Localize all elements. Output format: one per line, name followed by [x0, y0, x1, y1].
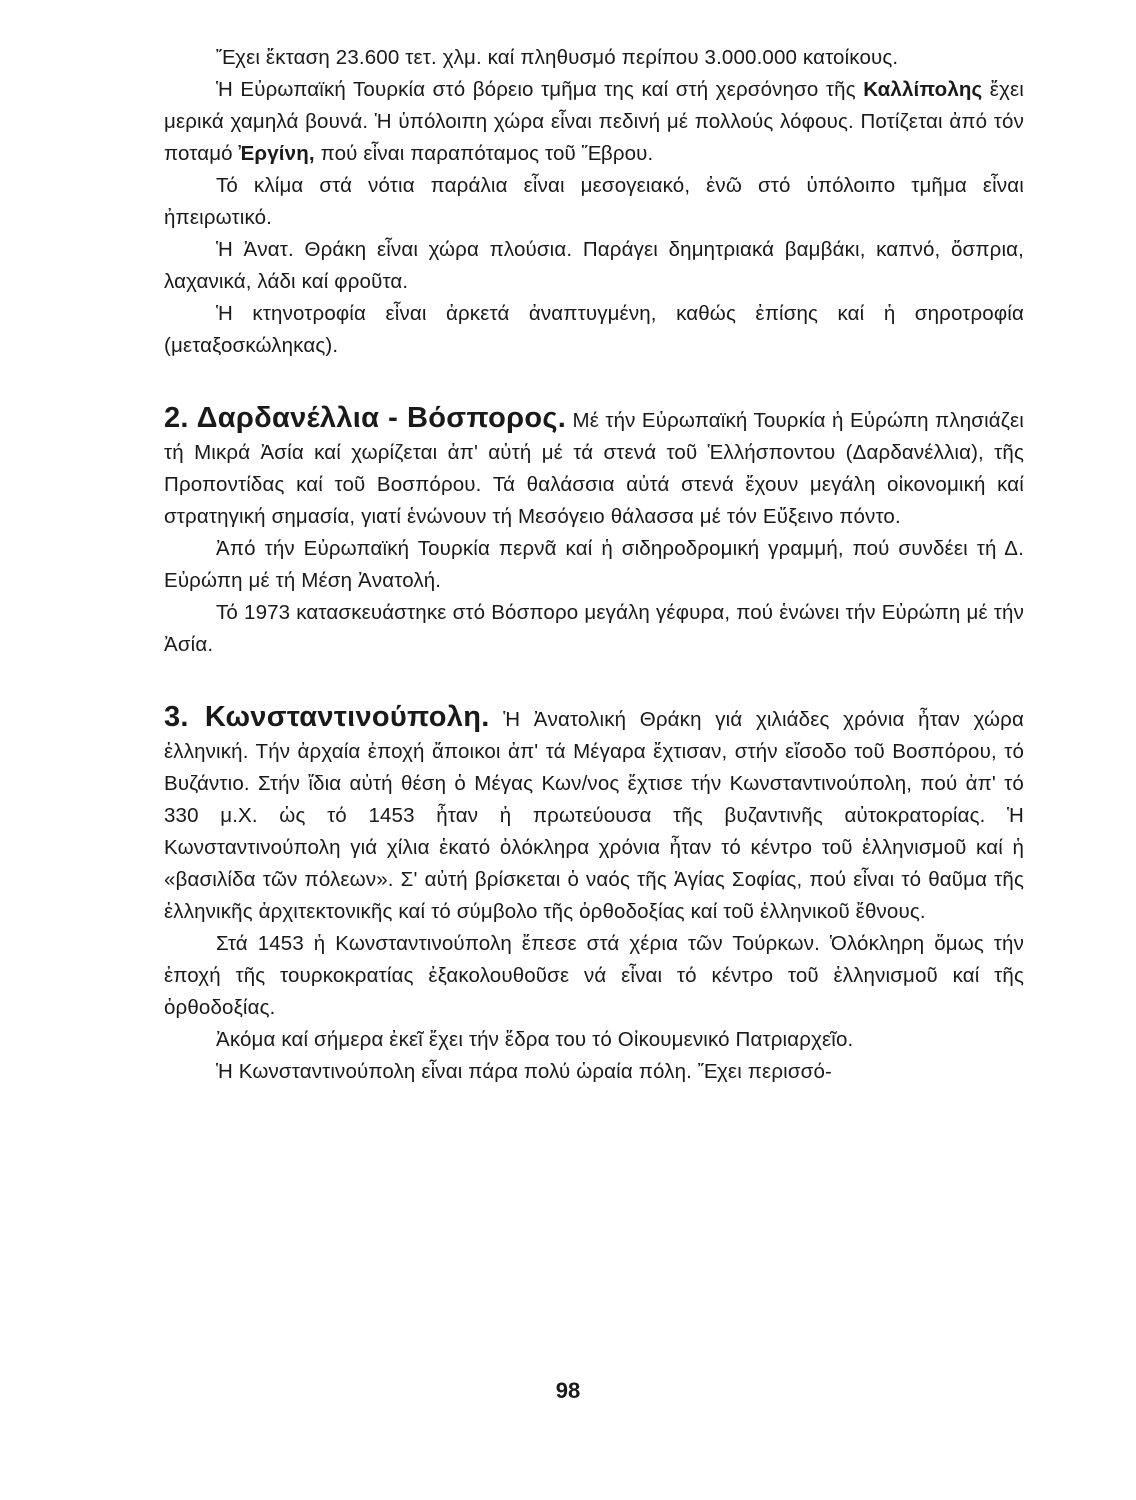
intro-paragraph-relief	[164, 74, 1024, 170]
kallipoli-term: Καλλίπολης	[863, 78, 983, 101]
ergini-term: Ἐργίνη,	[238, 142, 315, 165]
section-constantinople-p3: Ἀκόμα καί σήμερα ἐκεῖ ἔχει τήν ἕδρα του τό Οἰκουμενικό Πατριαρχεῖο.	[216, 1028, 854, 1051]
relief-text-a: Ἡ Εὐρωπαϊκή Τουρκία στό βόρειο τμῆμα της καί στή χερσόνησο τῆς	[216, 78, 864, 101]
section-dardanelles-p2: Ἀπό τήν Εὐρωπαϊκή Τουρκία περνᾶ καί ἡ σιδηροδρομική γραμμή, πού συνδέει τή Δ. Εὐρώπη μέ τή Μέση Ἀνατολή.	[164, 537, 1024, 592]
section-dardanelles-p1-text: Μέ τήν Εὐρωπαϊκή Τουρκία ἡ Εὐρώπη πλησιάζει τή Μικρά Ἀσία καί χωρίζεται ἀπ' αὐτή μέ τά στενά τοῦ Ἑλλήσποντου (Δαρδανέλλια), τῆς Προποντίδας καί τοῦ Βοσπόρου. Τά θαλάσσια αὐτά στενά ἔχουν μεγάλη οἰκονομική καί στρατηγική σημασία, γιατί ἑνώνουν τή Μεσόγειο θάλασσα μέ τόν Εὔξεινο πόντο.	[164, 409, 1024, 528]
section-constantinople-p2: Στά 1453 ἡ Κωνσταντινούπολη ἔπεσε στά χέρια τῶν Τούρκων. Ὁλόκληρη ὅμως τήν ἐποχή τῆς τουρκοκρατίας ἐξακολουθοῦσε νά εἶναι τό κέντρο τοῦ ἑλληνισμοῦ καί τῆς ὀρθοδοξίας.	[164, 932, 1024, 1019]
relief-text-c: πού εἶναι παραπόταμος τοῦ Ἕβρου.	[314, 142, 654, 165]
page-body	[164, 42, 1024, 1088]
intro-paragraph-livestock: Ἡ κτηνοτροφία εἶναι ἀρκετά ἀναπτυγμένη, καθώς ἐπίσης καί ἡ σηροτροφία (μεταξοσκώληκας).	[164, 302, 1024, 357]
relief-text-b: ἔχει μερικά χαμηλά βουνά. Ἡ ὑπόλοιπη χώρα εἶναι πεδινή μέ πολλούς λόφους. Ποτίζεται ἀπό τόν ποταμό	[164, 78, 1024, 165]
section-constantinople-p1	[164, 701, 1024, 928]
section-dardanelles-title: 2. Δαρδανέλλια - Βόσπορος.	[164, 402, 567, 434]
section-constantinople	[164, 701, 1024, 1088]
section-constantinople-p1-text: Ἡ Ἀνατολική Θράκη γιά χιλιάδες χρόνια ἦταν χώρα ἑλληνική. Τήν ἀρχαία ἐποχή ἄποικοι ἀπ' τά Μέγαρα ἔχτισαν, στήν εἴσοδο τοῦ Βοσπόρου, τό Βυζάντιο. Στήν ἴδια αὐτή θέση ὁ Μέγας Κων/νος ἔχτισε τήν Κωνσταντινούπολη, πού ἀπ' τό 330 μ.Χ. ὡς τό 1453 ἦταν ἡ πρωτεύουσα τῆς βυζαντινῆς αὐτοκρατορίας. Ἡ Κωνσταντινούπολη γιά χίλια ἑκατό ὁλόκληρα χρόνια ἦταν τό κέντρο τοῦ ἑλληνισμοῦ καί ἡ «βασιλίδα τῶν πόλεων». Σ' αὐτή βρίσκεται ὁ ναός τῆς Ἁγίας Σοφίας, πού εἶναι τό θαῦμα τῆς ἑλληνικῆς ἀρχιτεκτονικῆς καί τό σύμβολο τῆς ὀρθοδοξίας καί τοῦ ἑλληνικοῦ ἔθνους.	[164, 708, 1024, 923]
section-constantinople-p4: Ἡ Κωνσταντινούπολη εἶναι πάρα πολύ ὡραία πόλη. Ἔχει περισσό-	[216, 1060, 832, 1083]
page-number: 98	[555, 1378, 581, 1403]
section-dardanelles	[164, 402, 1024, 661]
section-dardanelles-p3: Τό 1973 κατασκευάστηκε στό Βόσπορο μεγάλη γέφυρα, πού ἑνώνει τήν Εὐρώπη μέ τήν Ἀσία.	[164, 601, 1024, 656]
intro-paragraph-area: Ἔχει ἔκταση 23.600 τετ. χλμ. καί πληθυσμό περίπου 3.000.000 κατοίκους.	[216, 46, 899, 69]
section-dardanelles-p1	[164, 402, 1024, 533]
section-constantinople-title: 3. Κωνσταντινούπολη.	[164, 701, 490, 733]
intro-paragraph-climate: Τό κλίμα στά νότια παράλια εἶναι μεσογειακό, ἐνῶ στό ὑπόλοιπο τμῆμα εἶναι ἠπειρωτικό.	[164, 174, 1024, 229]
intro-paragraph-products: Ἡ Ἀνατ. Θράκη εἶναι χώρα πλούσια. Παράγει δημητριακά βαμβάκι, καπνό, ὄσπρια, λαχανικά, λάδι καί φροῦτα.	[164, 238, 1024, 293]
